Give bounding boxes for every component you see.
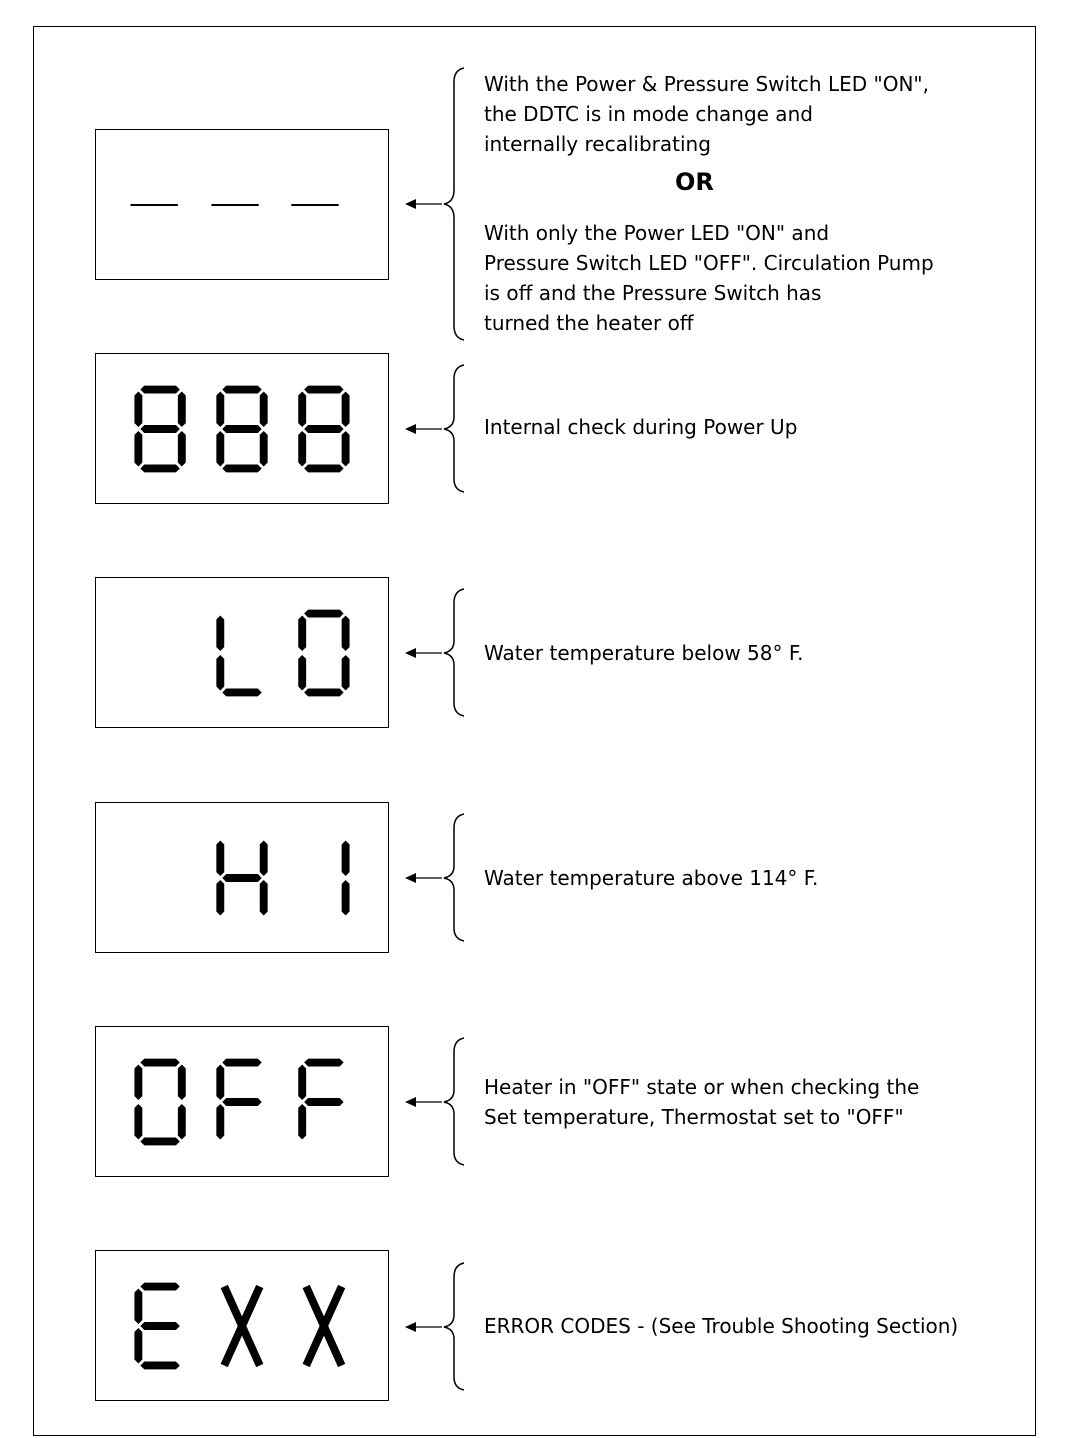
description-line: With only the Power LED "ON" and [484, 221, 830, 245]
segment-e [134, 1104, 142, 1140]
segment-a [222, 386, 261, 394]
segment-f [298, 391, 306, 427]
segment-c [342, 880, 350, 916]
segment-d [304, 465, 343, 473]
description-line: Set temperature, Thermostat set to "OFF" [484, 1105, 904, 1129]
segment-glyph-hi [96, 803, 388, 952]
segment-f [216, 1064, 224, 1100]
segment-b [178, 1064, 186, 1100]
segment-a [140, 1283, 179, 1291]
segment-f [216, 840, 224, 876]
segment-b [178, 391, 186, 427]
segment-b [342, 840, 350, 876]
segment-f [134, 391, 142, 427]
segment-c [178, 431, 186, 467]
segment-d [304, 689, 343, 697]
segment-b [342, 391, 350, 427]
segment-f [134, 1288, 142, 1324]
segment-d [222, 465, 261, 473]
description-line: turned the heater off [484, 311, 694, 335]
segment-b [260, 840, 268, 876]
brace-1 [400, 68, 470, 340]
segment-d [140, 1138, 179, 1146]
segment-b [342, 615, 350, 651]
segment-g [140, 1322, 179, 1330]
segment-d [140, 465, 179, 473]
segment-e [298, 655, 306, 691]
segment-e [216, 1104, 224, 1140]
segment-a [222, 1059, 261, 1067]
brace-4 [400, 814, 470, 941]
segment-e [216, 655, 224, 691]
description-1b [484, 218, 984, 338]
lcd-display-hi [95, 802, 389, 953]
segment-e [298, 1104, 306, 1140]
segment-glyph-exx [96, 1251, 388, 1400]
segment-f [216, 615, 224, 651]
description-5 [484, 1072, 984, 1132]
brace-6 [400, 1263, 470, 1390]
segment-g [222, 1098, 261, 1106]
segment-a [140, 1059, 179, 1067]
lcd-display-lo [95, 577, 389, 728]
lcd-display-off [95, 1026, 389, 1177]
brace-2 [400, 365, 470, 492]
description-line: internally recalibrating [484, 132, 711, 156]
segment-glyph-lo [96, 578, 388, 727]
segment-f [134, 1064, 142, 1100]
segment-c [342, 655, 350, 691]
segment-x [306, 1287, 342, 1366]
segment-e [134, 431, 142, 467]
segment-a [304, 610, 343, 618]
description-2: Internal check during Power Up [484, 415, 798, 439]
segment-c [260, 880, 268, 916]
description-line: Heater in "OFF" state or when checking the [484, 1075, 920, 1099]
lcd-display-888 [95, 353, 389, 504]
segment-e [216, 880, 224, 916]
segment-g [304, 425, 343, 433]
description-line: the DDTC is in mode change and [484, 102, 813, 126]
segment-g [304, 1098, 343, 1106]
segment-a [304, 386, 343, 394]
segment-a [304, 1059, 343, 1067]
segment-c [178, 1104, 186, 1140]
brace-5 [400, 1038, 470, 1165]
description-3: Water temperature below 58° F. [484, 641, 804, 665]
lcd-display-exx [95, 1250, 389, 1401]
segment-glyph-888 [96, 354, 388, 503]
segment-d [222, 689, 261, 697]
segment-e [134, 1328, 142, 1364]
dashes-glyph [96, 130, 388, 279]
segment-c [342, 431, 350, 467]
segment-f [298, 615, 306, 651]
description-1 [484, 69, 984, 159]
segment-g [222, 874, 261, 882]
description-line: is off and the Pressure Switch has [484, 281, 822, 305]
lcd-display-dashes [95, 129, 389, 280]
segment-c [260, 431, 268, 467]
or-connector: OR [675, 168, 714, 196]
segment-e [216, 431, 224, 467]
description-4: Water temperature above 114° F. [484, 866, 819, 890]
description-line: With the Power & Pressure Switch LED "ON", [484, 72, 929, 96]
description-line: Pressure Switch LED "OFF". Circulation Pump [484, 251, 934, 275]
segment-b [260, 391, 268, 427]
segment-a [140, 386, 179, 394]
segment-d [140, 1362, 179, 1370]
segment-e [298, 431, 306, 467]
segment-g [140, 425, 179, 433]
brace-3 [400, 589, 470, 716]
segment-g [222, 425, 261, 433]
segment-glyph-off [96, 1027, 388, 1176]
description-6: ERROR CODES - (See Trouble Shooting Section) [484, 1314, 959, 1338]
segment-f [298, 1064, 306, 1100]
segment-x [224, 1287, 260, 1366]
segment-f [216, 391, 224, 427]
